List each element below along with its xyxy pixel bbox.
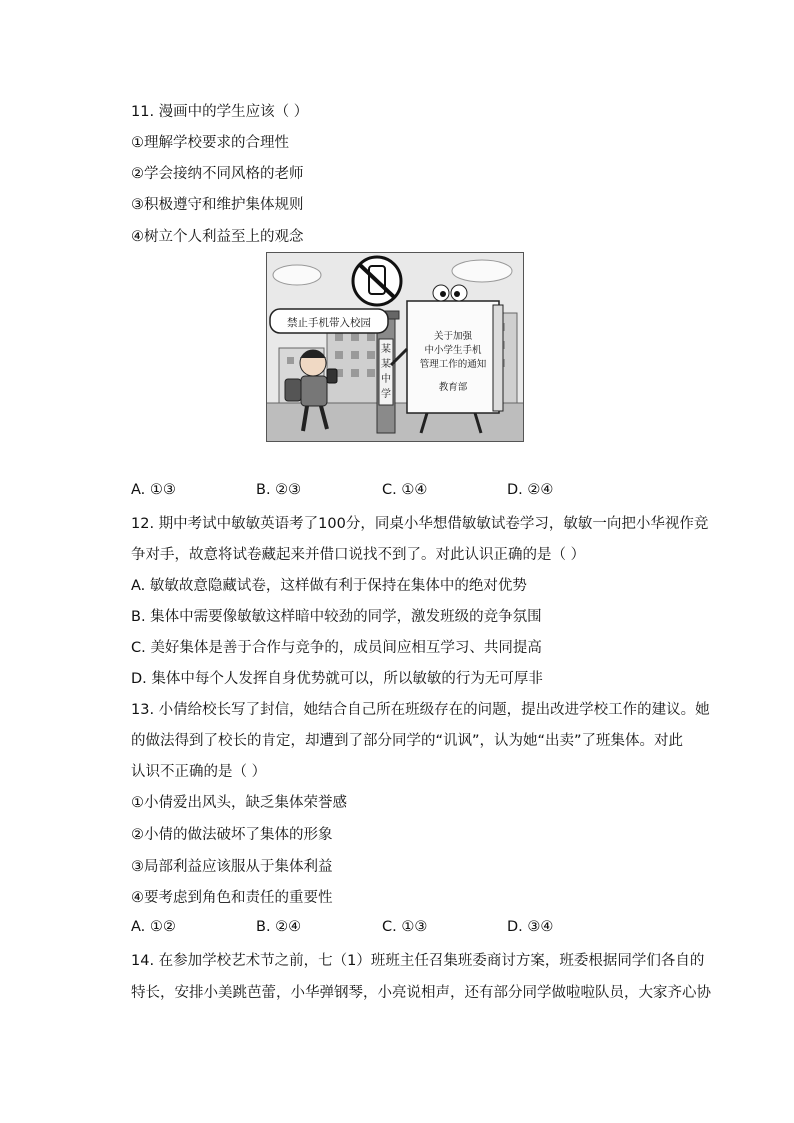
comic-bubble-text: 禁止手机带入校园 — [287, 317, 371, 329]
q11-choice-a[interactable]: A. ①③ — [131, 482, 176, 498]
comic-gate-char-3: 中 — [381, 374, 391, 385]
q11-option-1: ①理解学校要求的合理性 — [131, 135, 289, 151]
q13-option-2: ②小倩的做法破坏了集体的形象 — [131, 827, 333, 843]
comic-gate-char-2: 某 — [381, 359, 391, 370]
q13-option-4: ④要考虑到角色和责任的重要性 — [131, 890, 333, 906]
comic-gate-char-1: 某 — [381, 344, 391, 355]
q11-option-3: ③积极遵守和维护集体规则 — [131, 197, 304, 213]
q14-stem-line-2: 特长，安排小美跳芭蕾，小华弹钢琴，小亮说相声，还有部分同学做啦啦队员，大家齐心协 — [131, 985, 711, 1001]
comic-doc-line-3: 管理工作的通知 — [419, 359, 487, 370]
q13-choice-a[interactable]: A. ①② — [131, 919, 176, 935]
q12-stem-line-1: 12. 期中考试中敏敏英语考了100分，同桌小华想借敏敏试卷学习，敏敏一向把小华视作竞 — [131, 516, 709, 532]
q13-option-3: ③局部利益应该服从于集体利益 — [131, 859, 333, 875]
q13-stem-line-2: 的做法得到了校长的肯定，却遭到了部分同学的“讥讽”，认为她“出卖”了班集体。对此 — [131, 733, 684, 749]
q11-choice-c[interactable]: C. ①④ — [382, 482, 428, 498]
q13-choice-c[interactable]: C. ①③ — [382, 919, 428, 935]
q11-choice-b[interactable]: B. ②③ — [256, 482, 302, 498]
q11-choice-d[interactable]: D. ②④ — [507, 482, 554, 498]
q11-choices — [131, 482, 691, 502]
q11-option-4: ④树立个人利益至上的观念 — [131, 229, 304, 245]
comic-doc-line-2: 中小学生手机 — [424, 345, 482, 356]
q12-option-d[interactable]: D. 集体中每个人发挥自身优势就可以，所以敏敏的行为无可厚非 — [131, 671, 543, 687]
q12-option-c[interactable]: C. 美好集体是善于合作与竞争的，成员间应相互学习、共同提高 — [131, 640, 542, 656]
q14-stem-line-1: 14. 在参加学校艺术节之前，七（1）班班主任召集班委商讨方案，班委根据同学们各自的 — [131, 953, 705, 969]
comic-gate-char-4: 学 — [381, 389, 391, 400]
q13-choice-b[interactable]: B. ②④ — [256, 919, 302, 935]
q12-stem-line-2: 争对手，故意将试卷藏起来并借口说找不到了。对此认识正确的是（ ） — [131, 547, 586, 563]
q12-option-b[interactable]: B. 集体中需要像敏敏这样暗中较劲的同学，激发班级的竞争氛围 — [131, 609, 542, 625]
q13-stem-line-3: 认识不正确的是（ ） — [131, 764, 267, 780]
q13-choices — [131, 919, 691, 939]
comic-doc-sign: 教育部 — [438, 382, 468, 393]
phone-ban-comic — [266, 252, 524, 442]
q11-stem: 11. 漫画中的学生应该（ ） — [131, 104, 309, 120]
q13-option-1: ①小倩爱出风头，缺乏集体荣誉感 — [131, 795, 347, 811]
q13-stem-line-1: 13. 小倩给校长写了封信，她结合自己所在班级存在的问题，提出改进学校工作的建议。她 — [131, 702, 710, 718]
q12-option-a[interactable]: A. 敏敏故意隐藏试卷，这样做有利于保持在集体中的绝对优势 — [131, 578, 527, 594]
q13-choice-d[interactable]: D. ③④ — [507, 919, 554, 935]
q11-option-2: ②学会接纳不同风格的老师 — [131, 166, 304, 182]
comic-doc-line-1: 关于加强 — [433, 331, 473, 342]
